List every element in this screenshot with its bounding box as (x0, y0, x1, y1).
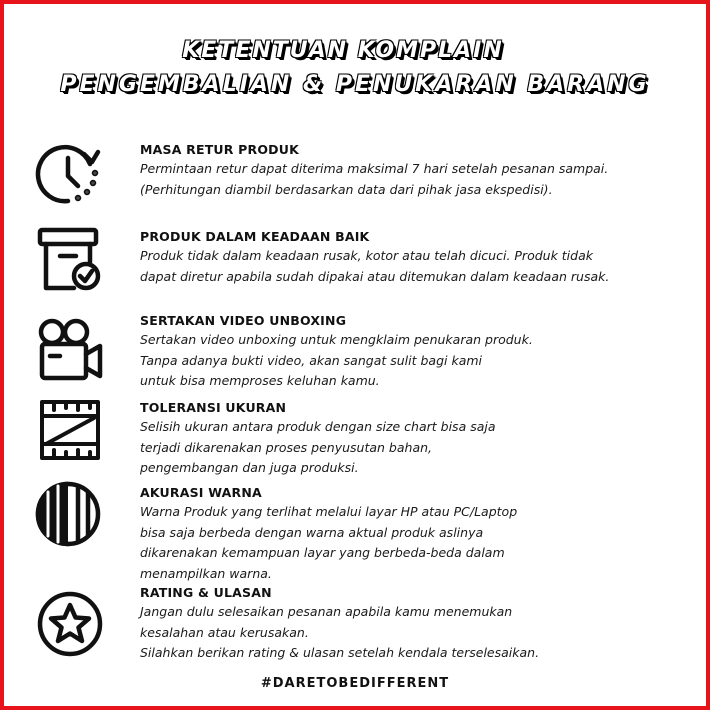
section-video-unboxing (140, 313, 700, 392)
color-circle-icon (32, 478, 104, 550)
text-line: Sertakan video unboxing untuk mengklaim penukaran produk. (140, 332, 533, 347)
text-line: Tanpa adanya bukti video, akan sangat sulit bagi kami (140, 352, 483, 368)
video-camera-icon (34, 314, 106, 386)
section-text (140, 330, 700, 392)
section-rating-ulasan (140, 585, 700, 664)
section-heading: AKURASI WARNA (140, 485, 262, 500)
box-check-icon (34, 224, 106, 296)
star-circle-icon (34, 588, 106, 660)
text-line: Silahkan berikan rating & ulasan setelah kendala terselesaikan. (140, 645, 540, 660)
text-line: pengembangan dan juga produksi. (140, 460, 359, 475)
section-text (140, 417, 700, 479)
section-heading: RATING & ULASAN (140, 585, 272, 600)
text-line: bisa saja berbeda dengan warna aktual produk aslinya (140, 524, 484, 540)
text-line: (Perhitungan diambil berdasarkan data dari pihak jasa ekspedisi). (140, 181, 553, 197)
section-text (140, 502, 700, 584)
text-line: kesalahan atau kerusakan. (140, 624, 309, 640)
section-masa-retur (140, 142, 700, 200)
text-line: Produk tidak dalam keadaan rusak, kotor atau telah dicuci. Produk tidak (140, 248, 593, 263)
text-line: dapat diretur apabila sudah dipakai atau ditemukan dalam keadaan rusak. (140, 268, 610, 284)
clock-icon (32, 138, 104, 210)
text-line: Jangan dulu selesaikan pesanan apabila kamu menemukan (140, 604, 513, 619)
page-title-line-1: KETENTUAN KOMPLAIN (182, 38, 504, 63)
text-line: Permintaan retur dapat diterima maksimal 7 hari setelah pesanan sampai. (140, 161, 609, 176)
text-line: untuk bisa memproses keluhan kamu. (140, 373, 380, 388)
hashtag-footer: #DARETOBEDIFFERENT (260, 676, 450, 691)
ruler-icon (34, 394, 106, 466)
section-heading: SERTAKAN VIDEO UNBOXING (140, 313, 347, 328)
page-title-line-2: PENGEMBALIAN & PENUKARAN BARANG (60, 72, 650, 97)
section-toleransi-ukuran (140, 400, 700, 479)
text-line: Selisih ukuran antara produk dengan size chart bisa saja (140, 419, 496, 434)
text-line: menampilkan warna. (140, 565, 272, 581)
text-line: terjadi dikarenakan proses penyusutan bahan, (140, 439, 432, 455)
section-text (140, 159, 700, 200)
text-line: Warna Produk yang terlihat melalui layar HP atau PC/Laptop (140, 504, 518, 519)
text-line: dikarenakan kemampuan layar yang berbeda-beda dalam (140, 545, 505, 560)
section-heading: PRODUK DALAM KEADAAN BAIK (140, 229, 370, 244)
section-heading: MASA RETUR PRODUK (140, 142, 299, 157)
section-text (140, 246, 700, 287)
section-text (140, 602, 700, 664)
section-akurasi-warna (140, 485, 700, 584)
section-produk-baik (140, 229, 700, 287)
section-heading: TOLERANSI UKURAN (140, 400, 287, 415)
